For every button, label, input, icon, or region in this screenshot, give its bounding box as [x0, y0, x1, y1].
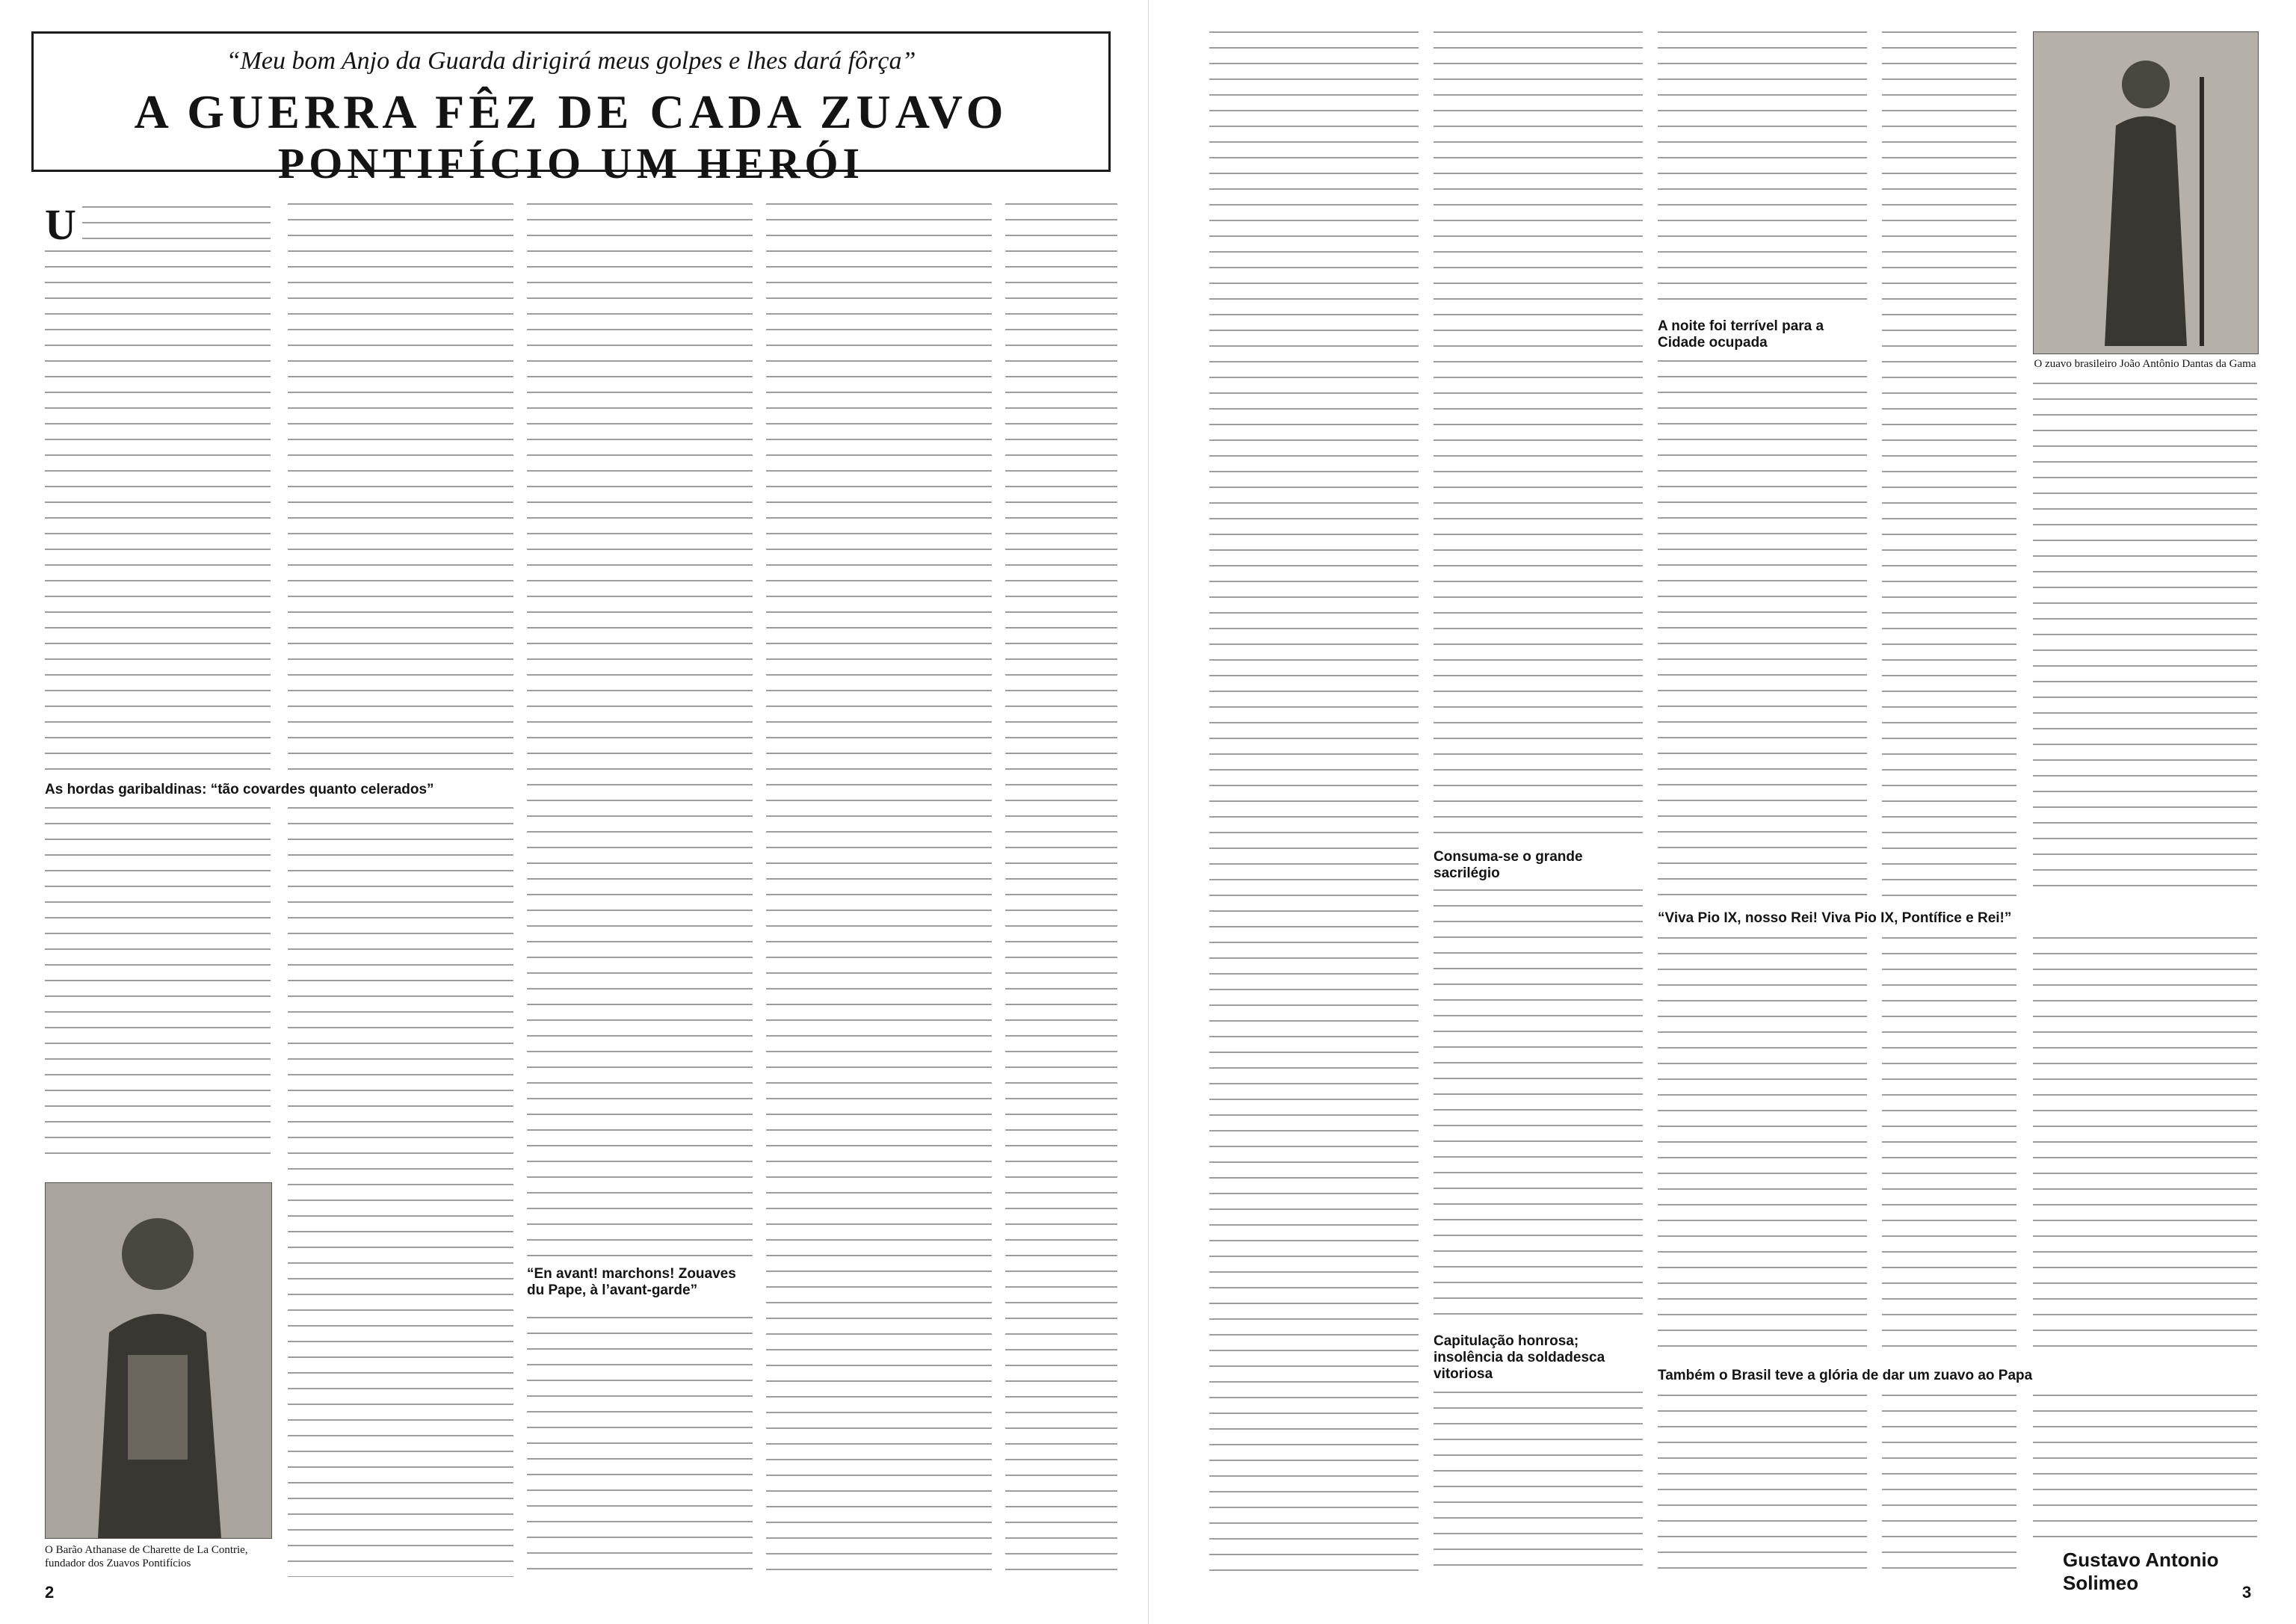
- text-column-6: [1209, 31, 1419, 1577]
- text-column-8c: [1658, 937, 1867, 1356]
- page-number-right: 3: [2242, 1583, 2252, 1602]
- text-column-3b: [527, 1317, 753, 1577]
- headline-title-line1: A GUERRA FÊZ DE CADA ZUAVO: [134, 85, 1008, 138]
- section-heading-consuma: Consuma-se o grande sacrilégio: [1434, 849, 1583, 881]
- text-column-8d: [1658, 1395, 1867, 1577]
- zuavo-figure-icon: [2034, 32, 2258, 353]
- text-column-7a: [1434, 31, 1643, 837]
- text-column-10c: [2033, 1395, 2257, 1544]
- section-heading-avant: “En avant! marchons! Zouaves du Pape, à l’avant-garde”: [527, 1266, 736, 1298]
- page-gutter: [1148, 0, 1149, 1624]
- section-heading-brasil: Também o Brasil teve a glória de dar um zuavo ao Papa: [1658, 1368, 2033, 1383]
- text-column-7b: [1434, 889, 1643, 1321]
- text-column-1c: [45, 807, 271, 1166]
- section-heading-hordas: As hordas garibaldinas: “tão covardes quanto celerados”: [45, 782, 434, 797]
- text-column-7c: [1434, 1392, 1643, 1577]
- text-column-2a: [288, 203, 513, 770]
- text-column-5: [1005, 203, 1117, 1577]
- text-column-9a: [1882, 31, 2016, 898]
- charette-portrait-photo: [45, 1182, 272, 1539]
- text-column-8b: [1658, 360, 1867, 898]
- text-column-10a: [2033, 383, 2257, 898]
- drop-cap: U: [45, 200, 76, 249]
- dantas-portrait-photo: [2033, 31, 2259, 354]
- text-column-9b: [1882, 937, 2016, 1356]
- text-column-10b: [2033, 937, 2257, 1356]
- text-column-9c: [1882, 1395, 2016, 1577]
- section-heading-noite: A noite foi terrível para a Cidade ocupada: [1658, 318, 1824, 351]
- text-column-2b: [288, 807, 513, 1577]
- text-column-8a: [1658, 31, 1867, 308]
- caption-dantas: O zuavo brasileiro João Antônio Dantas da Gama: [2034, 358, 2256, 370]
- text-column-1b: [45, 250, 271, 770]
- headline-quote: “Meu bom Anjo da Guarda dirigirá meus golpes e lhes dará fôrça”: [226, 47, 916, 75]
- page-number-left: 2: [45, 1583, 55, 1602]
- text-column-1a: [82, 206, 271, 247]
- section-heading-viva: “Viva Pio IX, nosso Rei! Viva Pio IX, Pontífice e Rei!”: [1658, 910, 2012, 926]
- portrait-figure-icon: [46, 1183, 271, 1538]
- section-heading-capitulacao: Capitulação honrosa; insolência da soldadesca vitoriosa: [1434, 1333, 1605, 1382]
- text-column-4: [766, 203, 992, 1577]
- headline-box: [31, 31, 1111, 188]
- headline-title-line2: PONTIFÍCIO UM HERÓI: [277, 139, 865, 188]
- author-signature: Gustavo Antonio Solimeo: [2063, 1549, 2219, 1594]
- text-column-3a: [527, 203, 753, 1257]
- caption-charette: O Barão Athanase de Charette de La Contrie, fundador dos Zuavos Pontifícios: [45, 1544, 248, 1569]
